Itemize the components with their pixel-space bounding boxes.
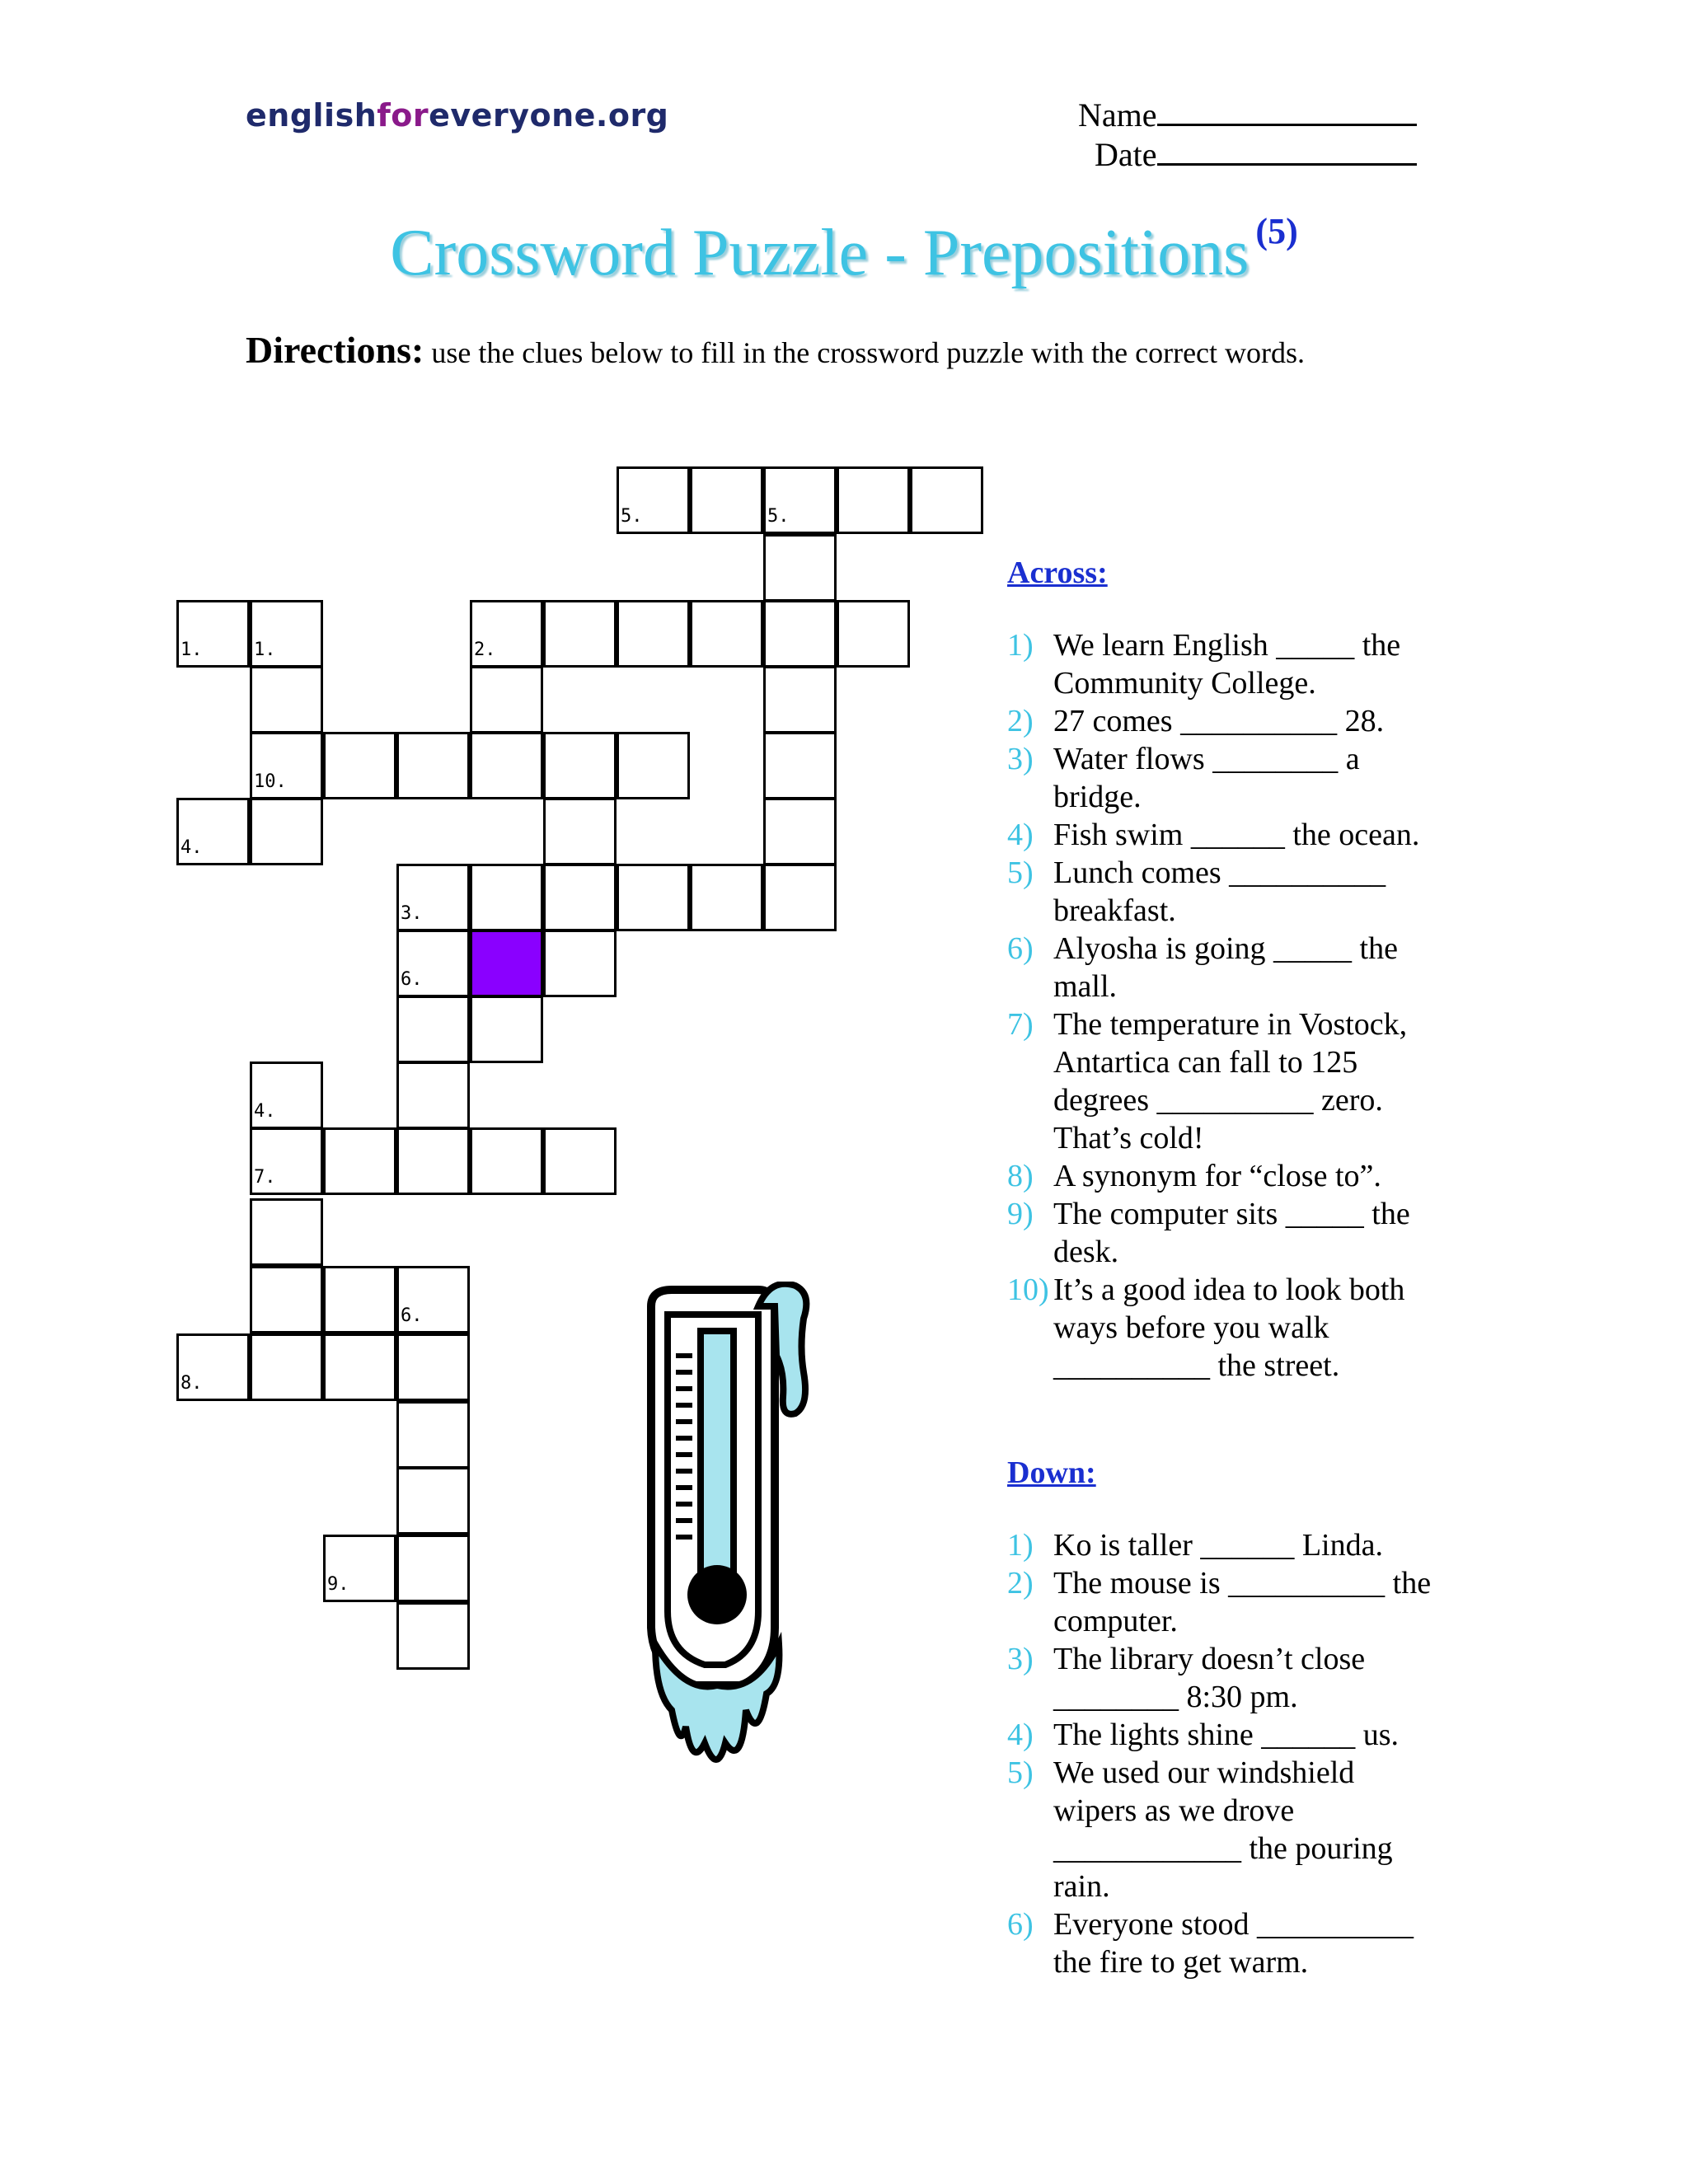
clue-number: 2. [474,640,496,660]
crossword-cell[interactable] [543,798,617,865]
crossword-cell[interactable] [617,600,690,668]
page-title: Crossword Puzzle - Prepositions $^{(5)}$ [390,211,1298,289]
crossword-cell[interactable] [396,1467,470,1535]
clue-index: 1) [1007,1528,1034,1563]
crossword-cell[interactable] [396,1127,470,1195]
crossword-cell[interactable] [543,1127,617,1195]
clue-number: 1. [181,640,203,660]
clue-number: 7. [254,1167,276,1188]
crossword-cell[interactable] [617,864,690,931]
clue-text: 27 comes __________ 28. [1053,704,1385,738]
clue-index: 6) [1007,931,1034,966]
crossword-cell[interactable] [470,732,543,799]
crossword-cell[interactable] [250,1333,323,1401]
date-line[interactable] [1157,135,1417,166]
crossword-cell[interactable] [250,798,323,865]
clue-index: 4) [1007,818,1034,852]
across-clues [1007,554,1436,1385]
date-field[interactable] [1095,135,1417,174]
clue-number: 6. [401,969,423,990]
crossword-cell[interactable] [396,732,470,799]
clue-text: Alyosha is going _____ the mall. [1053,931,1398,1004]
directions [246,328,1305,372]
clue-number: 6. [401,1305,423,1326]
clue-text: A synonym for “close to”. [1053,1159,1381,1193]
clue-number: 10. [254,771,287,792]
crossword-cell[interactable] [470,996,543,1063]
crossword-cell[interactable] [396,996,470,1063]
down-clues [1007,1454,1436,1981]
down-clue-2 [1007,1564,1436,1640]
down-clue-4 [1007,1716,1436,1754]
crossword-cell[interactable] [250,666,323,733]
clue-index: 9) [1007,1197,1034,1231]
clue-index: 8) [1007,1159,1034,1193]
down-clue-1 [1007,1526,1436,1564]
clue-number: 4. [181,837,203,858]
clue-text: The library doesn’t close ________ 8:30 pm. [1053,1642,1366,1714]
directions-label: Directions: [246,329,424,371]
crossword-cell[interactable] [763,600,837,668]
clue-text: The mouse is __________ the computer. [1053,1566,1432,1638]
crossword-cell[interactable] [396,1535,470,1602]
crossword-cell[interactable] [690,864,763,931]
clue-text: The lights shine ______ us. [1053,1718,1400,1752]
across-heading: Across: [1007,555,1108,590]
clue-text: The temperature in Vostock, Antartica can fall to 125 degrees __________ zero. That’s cold! [1053,1007,1408,1155]
clue-text: Fish swim ______ the ocean. [1053,818,1420,852]
date-label: Date [1095,136,1157,173]
crossword-cell[interactable] [763,534,837,602]
clue-index: 5) [1007,855,1034,890]
clue-index: 1) [1007,628,1034,663]
crossword-cell[interactable] [396,1333,470,1401]
directions-text: use the clues below to fill in the crossword puzzle with the correct words. [431,336,1306,369]
across-clue-10 [1007,1271,1436,1385]
crossword-cell[interactable] [470,864,543,931]
across-clue-2 [1007,702,1436,740]
clue-index: 10) [1007,1272,1049,1307]
across-clue-1 [1007,626,1436,702]
down-heading: Down: [1007,1455,1096,1490]
clue-text: The computer sits _____ the desk. [1053,1197,1410,1269]
clue-text: Water flows ________ a bridge. [1053,742,1360,814]
clue-index: 7) [1007,1007,1034,1042]
clue-index: 4) [1007,1718,1034,1752]
crossword-cell[interactable] [543,732,617,799]
clue-number: 5. [621,506,643,527]
crossword-cell[interactable] [470,666,543,733]
name-label: Name [1078,96,1157,134]
clue-index: 6) [1007,1907,1034,1942]
crossword-cell[interactable] [396,1062,470,1129]
crossword-cell[interactable] [543,864,617,931]
crossword-cell[interactable] [470,1127,543,1195]
crossword-cell[interactable] [323,1127,396,1195]
crossword-cell[interactable] [763,864,837,931]
crossword-cell[interactable] [250,1266,323,1333]
crossword-cell[interactable] [323,1333,396,1401]
clue-index: 3) [1007,742,1034,776]
thermometer-icon [635,1282,816,1776]
clue-number: 9. [327,1574,349,1595]
across-clue-6 [1007,930,1436,1005]
crossword-cell[interactable] [690,466,763,534]
crossword-cell[interactable] [763,666,837,733]
site-logo: englishforeveryone.org [246,97,669,134]
across-clue-5 [1007,854,1436,930]
clue-index: 2) [1007,1566,1034,1601]
clue-number: 1. [254,640,276,660]
name-field[interactable] [1078,96,1417,134]
crossword-cell[interactable] [396,1602,470,1670]
across-clue-4 [1007,816,1436,854]
crossword-cell[interactable] [837,600,910,668]
crossword-cell[interactable] [690,600,763,668]
crossword-cell[interactable] [763,732,837,799]
crossword-cell[interactable] [396,1401,470,1469]
down-clue-5 [1007,1754,1436,1905]
crossword-cell[interactable] [323,1266,396,1333]
across-clue-8 [1007,1157,1436,1195]
down-clue-3 [1007,1640,1436,1716]
clue-index: 5) [1007,1755,1034,1790]
clue-number: 8. [181,1373,203,1394]
clue-number: 3. [401,903,423,924]
across-clue-7 [1007,1005,1436,1157]
clue-index: 3) [1007,1642,1034,1676]
shaded-cell [470,930,543,997]
crossword-cell[interactable] [763,798,837,865]
across-clue-9 [1007,1195,1436,1271]
crossword-cell[interactable] [323,732,396,799]
clue-text: Everyone stood __________ the fire to get warm. [1053,1907,1414,1980]
clue-text: Ko is taller ______ Linda. [1053,1528,1383,1563]
crossword-cell[interactable] [250,1198,323,1266]
down-clue-6 [1007,1905,1436,1981]
crossword-cell[interactable] [543,930,617,997]
crossword-cell[interactable] [837,466,910,534]
clue-number: 5. [767,506,790,527]
clue-text: Lunch comes __________ breakfast. [1053,855,1386,928]
clue-text: We used our windshield wipers as we drove ____________ the pouring rain. [1053,1755,1393,1904]
clue-text: It’s a good idea to look both ways before you walk __________ the street. [1053,1272,1405,1383]
clue-index: 2) [1007,704,1034,738]
across-clue-3 [1007,740,1436,816]
crossword-cell[interactable] [543,600,617,668]
title-level: (5) [1255,211,1298,251]
crossword-cell[interactable] [910,466,983,534]
crossword-cell[interactable] [617,732,690,799]
clue-number: 4. [254,1101,276,1122]
clue-text: We learn English _____ the Community College. [1053,628,1401,701]
name-line[interactable] [1157,96,1417,126]
